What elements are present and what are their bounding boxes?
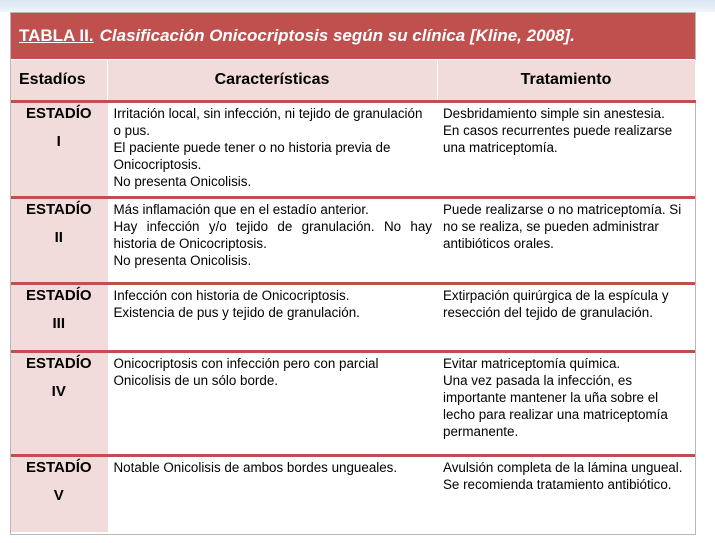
treatment-cell [437,102,695,198]
stage-cell [11,284,107,352]
treatment-cell [437,284,695,352]
treatment-text: Extirpación quirúrgica de la espícula y resección del tejido de granulación. [443,288,669,320]
feature-text: Notable Onicolisis de ambos bordes ungueales. [113,460,398,475]
stage-label: ESTADÍO [25,459,92,476]
features-cell [107,102,437,198]
table-row [11,102,695,198]
features-cell [107,284,437,352]
stage-cell [11,102,107,198]
stage-number: II [54,229,63,246]
feature-text: El paciente puede tener o no historia previa de Onicocriptosis. [113,140,391,172]
header-row [11,60,695,102]
features-cell [107,456,437,532]
feature-text: Más inflamación que en el estadío anterior. [113,202,369,217]
header-treatment: Tratamiento [437,60,695,102]
feature-text: No presenta Onicolisis. [113,253,252,268]
table-row [11,352,695,456]
treatment-cell [437,456,695,532]
table-row [11,198,695,284]
treatment-cell [437,352,695,456]
treatment-text: Avulsión completa de la lámina ungueal. [443,460,683,475]
stage-cell [11,352,107,456]
feature-text: Onicocriptosis con infección pero con parcial Onicolisis de un sólo borde. [113,356,379,388]
header-stages: Estadíos [11,60,107,102]
treatment-text: Una vez pasada la infección, es importante mantener la uña sobre el lecho para realizar una matriceptomía permanente. [443,373,668,439]
stage-cell [11,198,107,284]
stage-label: ESTADÍO [25,287,92,304]
stages-table [11,60,696,532]
stage-number: I [56,133,61,150]
feature-text: Irritación local, sin infección, ni tejido de granulación o pus. [113,106,423,138]
top-band [0,0,715,12]
treatment-text: Evitar matriceptomía química. [443,356,621,371]
stage-cell [11,456,107,532]
table-title: Clasificación Onicocriptosis según su clínica [Kline, 2008]. [99,26,575,45]
features-cell [107,352,437,456]
treatment-text: Desbridamiento simple sin anestesia. [443,106,665,121]
table-label: TABLA II. [19,26,94,45]
stage-label: ESTADÍO [25,355,92,372]
table-title-bar [11,13,695,60]
table-row [11,284,695,352]
treatment-text: Puede realizarse o no matriceptomía. Si no se realiza, se pueden administrar antibióticos orales. [443,202,682,251]
treatment-cell [437,198,695,284]
treatment-text: En casos recurrentes puede realizarse una matriceptomía. [443,123,673,155]
feature-text: Hay infección y/o tejido de granulación. No hay historia de Onicocriptosis. [113,219,432,251]
feature-text: No presenta Onicolisis. [113,174,252,189]
stage-label: ESTADÍO [25,105,92,122]
feature-text: Existencia de pus y tejido de granulación. [113,305,360,320]
header-features: Características [107,60,437,102]
classification-table [10,12,696,535]
features-cell [107,198,437,284]
treatment-text: Se recomienda tratamiento antibiótico. [443,477,672,492]
feature-text: Infección con historia de Onicocriptosis. [113,288,350,303]
stage-number: V [53,487,64,504]
stage-number: IV [51,383,66,400]
table-row [11,456,695,532]
stage-label: ESTADÍO [25,201,92,218]
stage-number: III [52,315,65,332]
